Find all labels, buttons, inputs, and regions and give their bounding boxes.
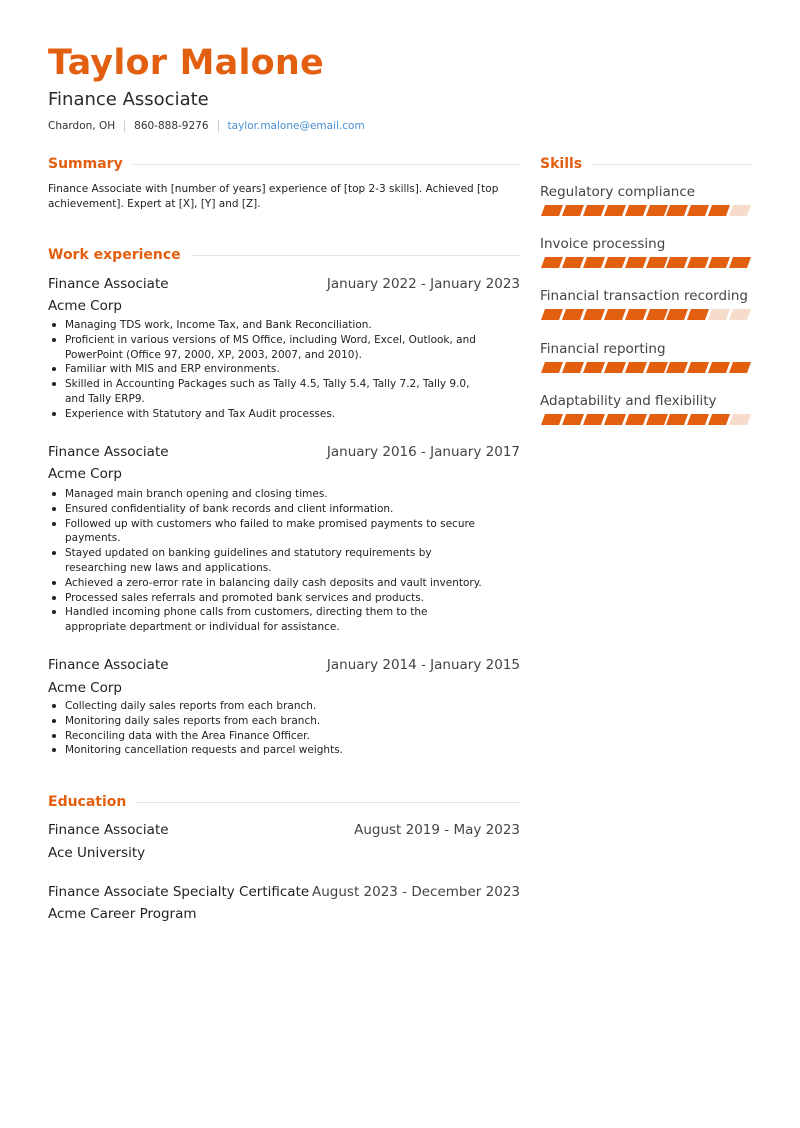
skill-level-segment-empty bbox=[708, 309, 730, 320]
skill-level-segment-filled bbox=[625, 309, 647, 320]
skill-level-segment-filled bbox=[562, 257, 584, 268]
work-heading-label: Work experience bbox=[48, 247, 181, 263]
list-item: Processed sales referrals and promoted bank services and products. bbox=[48, 591, 488, 606]
section-rule bbox=[592, 164, 752, 165]
skill-level-segment-filled bbox=[541, 414, 563, 425]
list-item: Monitoring cancellation requests and parcel weights. bbox=[48, 743, 488, 758]
candidate-name: Taylor Malone bbox=[48, 43, 324, 83]
job-title: Finance Associate bbox=[48, 657, 169, 673]
candidate-title: Finance Associate bbox=[48, 89, 209, 110]
list-item: Followed up with customers who failed to make promised payments to secure payments. bbox=[48, 517, 488, 547]
skill-level-segment-filled bbox=[541, 362, 563, 373]
section-rule bbox=[136, 802, 520, 803]
skill-level-segment-filled bbox=[646, 257, 668, 268]
contact-email-link[interactable]: taylor.malone@email.com bbox=[227, 120, 365, 132]
list-item: Proficient in various versions of MS Office, including Word, Excel, Outlook, and PowerPoint (Office 97, 2000, XP, 2003, 2007, and 2010). bbox=[48, 333, 488, 363]
job-company: Acme Corp bbox=[48, 680, 122, 696]
list-item: Skilled in Accounting Packages such as Tally 4.5, Tally 5.4, Tally 7.2, Tally 9.0, and Tally ERP9. bbox=[48, 377, 488, 407]
skill-item bbox=[540, 183, 752, 216]
job-title: Finance Associate bbox=[48, 444, 169, 460]
skill-level-segment-filled bbox=[687, 309, 709, 320]
skill-level-segment-filled bbox=[583, 414, 605, 425]
skill-level-segment-filled bbox=[687, 205, 709, 216]
skill-level-segment-filled bbox=[625, 362, 647, 373]
education-school: Acme Career Program bbox=[48, 906, 197, 922]
skill-rating-bar bbox=[540, 309, 752, 320]
skill-level-segment-filled bbox=[625, 414, 647, 425]
list-item: Managed main branch opening and closing times. bbox=[48, 487, 488, 502]
job-dates: January 2014 - January 2015 bbox=[326, 657, 520, 673]
skill-level-segment-filled bbox=[646, 205, 668, 216]
skill-level-segment-filled bbox=[583, 257, 605, 268]
skill-level-segment-filled bbox=[708, 257, 730, 268]
list-item: Handled incoming phone calls from customers, directing them to the appropriate department or individual for assistance. bbox=[48, 605, 488, 635]
skill-name: Adaptability and flexibility bbox=[540, 393, 717, 409]
skill-level-segment-filled bbox=[625, 205, 647, 216]
job-company: Acme Corp bbox=[48, 466, 122, 482]
skill-level-segment-filled bbox=[562, 362, 584, 373]
education-dates: August 2023 - December 2023 bbox=[312, 884, 520, 900]
contact-phone: 860-888-9276 bbox=[134, 120, 209, 132]
contact-divider bbox=[124, 120, 125, 132]
skill-level-segment-filled bbox=[583, 309, 605, 320]
list-item: Familiar with MIS and ERP environments. bbox=[48, 362, 488, 377]
skill-level-segment-filled bbox=[729, 257, 751, 268]
skill-level-segment-filled bbox=[687, 414, 709, 425]
skill-level-segment-filled bbox=[562, 309, 584, 320]
skill-name: Financial reporting bbox=[540, 341, 666, 357]
job-bullets bbox=[48, 699, 488, 758]
skill-level-segment-filled bbox=[625, 257, 647, 268]
skill-level-segment-filled bbox=[541, 309, 563, 320]
skill-level-segment-filled bbox=[666, 309, 688, 320]
job-dates: January 2022 - January 2023 bbox=[326, 276, 520, 292]
skill-level-segment-filled bbox=[604, 257, 626, 268]
contact-location: Chardon, OH bbox=[48, 120, 116, 132]
skill-level-segment-filled bbox=[687, 362, 709, 373]
skill-level-segment-filled bbox=[562, 205, 584, 216]
skill-level-segment-filled bbox=[729, 362, 751, 373]
skill-item bbox=[540, 340, 752, 373]
job-title: Finance Associate bbox=[48, 276, 169, 292]
skill-item bbox=[540, 392, 752, 425]
skill-rating-bar bbox=[540, 257, 752, 268]
summary-heading bbox=[48, 154, 520, 174]
skill-level-segment-filled bbox=[583, 362, 605, 373]
skill-level-segment-empty bbox=[729, 414, 751, 425]
skill-name: Regulatory compliance bbox=[540, 184, 696, 200]
education-dates: August 2019 - May 2023 bbox=[354, 822, 520, 838]
work-heading bbox=[48, 245, 520, 265]
skill-level-segment-filled bbox=[604, 414, 626, 425]
skill-level-segment-filled bbox=[646, 362, 668, 373]
education-degree: Finance Associate Specialty Certificate bbox=[48, 884, 310, 900]
skill-item bbox=[540, 287, 752, 320]
skill-level-segment-filled bbox=[604, 205, 626, 216]
skill-level-segment-filled bbox=[708, 205, 730, 216]
section-rule bbox=[191, 255, 520, 256]
skill-rating-bar bbox=[540, 205, 752, 216]
skills-heading-label: Skills bbox=[540, 156, 583, 172]
list-item: Managing TDS work, Income Tax, and Bank Reconciliation. bbox=[48, 318, 488, 333]
skill-level-segment-filled bbox=[646, 309, 668, 320]
skill-level-segment-filled bbox=[666, 414, 688, 425]
skill-name: Financial transaction recording bbox=[540, 288, 748, 304]
contact-divider bbox=[218, 120, 219, 132]
list-item: Experience with Statutory and Tax Audit processes. bbox=[48, 407, 488, 422]
skill-level-segment-filled bbox=[708, 362, 730, 373]
skill-item bbox=[540, 235, 752, 268]
skill-level-segment-filled bbox=[562, 414, 584, 425]
summary-text: Finance Associate with [number of years] experience of [top 2-3 skills]. Achieved [top achievement]. Expert at [X], [Y] and [Z]. bbox=[48, 183, 499, 210]
education-school: Ace University bbox=[48, 845, 146, 861]
skill-level-segment-filled bbox=[541, 205, 563, 216]
skill-level-segment-filled bbox=[666, 205, 688, 216]
section-rule bbox=[133, 164, 520, 165]
list-item: Ensured confidentiality of bank records and client information. bbox=[48, 502, 488, 517]
skill-rating-bar bbox=[540, 362, 752, 373]
skill-level-segment-filled bbox=[583, 205, 605, 216]
skills-heading bbox=[540, 154, 752, 174]
job-bullets bbox=[48, 318, 488, 422]
skill-level-segment-filled bbox=[666, 257, 688, 268]
skill-level-segment-filled bbox=[646, 414, 668, 425]
education-degree: Finance Associate bbox=[48, 822, 169, 838]
skill-name: Invoice processing bbox=[540, 236, 666, 252]
skill-level-segment-filled bbox=[604, 309, 626, 320]
skill-level-segment-filled bbox=[604, 362, 626, 373]
list-item: Collecting daily sales reports from each branch. bbox=[48, 699, 488, 714]
list-item: Monitoring daily sales reports from each branch. bbox=[48, 714, 488, 729]
education-heading-label: Education bbox=[48, 794, 127, 810]
skill-level-segment-filled bbox=[708, 414, 730, 425]
job-bullets bbox=[48, 487, 488, 635]
job-dates: January 2016 - January 2017 bbox=[326, 444, 520, 460]
contact-line bbox=[48, 118, 365, 134]
list-item: Achieved a zero-error rate in balancing daily cash deposits and vault inventory. bbox=[48, 576, 488, 591]
skill-rating-bar bbox=[540, 414, 752, 425]
skill-level-segment-filled bbox=[541, 257, 563, 268]
education-heading bbox=[48, 792, 520, 812]
list-item: Reconciling data with the Area Finance Officer. bbox=[48, 729, 488, 744]
skill-level-segment-empty bbox=[729, 309, 751, 320]
skill-level-segment-empty bbox=[729, 205, 751, 216]
skill-level-segment-filled bbox=[666, 362, 688, 373]
list-item: Stayed updated on banking guidelines and statutory requirements by researching new laws and applications. bbox=[48, 546, 488, 576]
job-company: Acme Corp bbox=[48, 298, 122, 314]
skill-level-segment-filled bbox=[687, 257, 709, 268]
summary-heading-label: Summary bbox=[48, 156, 123, 172]
